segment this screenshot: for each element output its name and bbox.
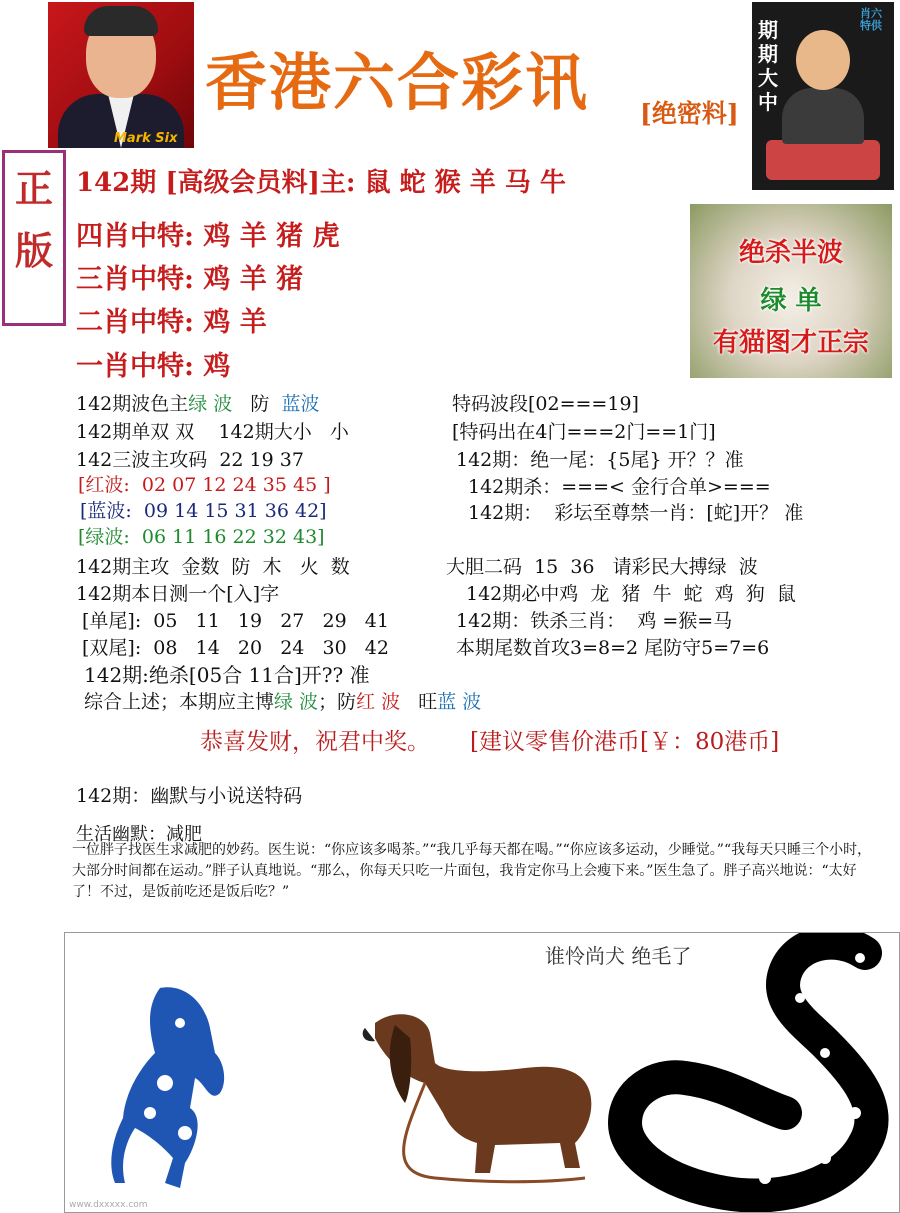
summary-a: 综合上述；本期应主博	[84, 691, 275, 713]
daily-char-line: 142期本日测一个[入]字	[76, 583, 280, 605]
mascot-photo	[752, 2, 894, 190]
altar-shape	[766, 140, 880, 180]
three-zodiac-line: 三肖中特: 鸡 羊 猪	[76, 264, 304, 295]
page-subtitle: [绝密料]	[640, 99, 739, 128]
cat-box-line3: 有猫图才正宗	[712, 328, 869, 358]
wave-prefix: 142期波色主	[76, 393, 189, 415]
summary-red: 红 波	[356, 691, 401, 713]
mascot-badge: 肖六特供	[860, 7, 882, 32]
price-slogan: [建议零售价港币[￥：80港币]	[470, 729, 780, 755]
greeting-slogan: 恭喜发财，祝君中奖。	[200, 729, 430, 755]
cat-box-line2: 绿 单	[760, 286, 822, 316]
blue-wave-line: [蓝波: 09 14 15 31 36 42]	[80, 500, 327, 522]
calligraphy-text: 谁怜尚犬 绝毛了	[545, 944, 692, 968]
two-codes-line: 大胆二码 15 36 请彩民大搏绿 波	[446, 556, 758, 578]
gallery-footer: www.dxxxxx.com	[69, 1200, 148, 1210]
wave-guard: 蓝波	[281, 393, 320, 415]
wave-mid: 防	[232, 393, 282, 415]
two-zodiac-line: 二肖中特: 鸡 羊	[76, 307, 267, 338]
cat-box-line1: 绝杀半波	[738, 238, 843, 268]
summary-line	[84, 687, 481, 714]
hair-shape	[84, 6, 158, 36]
horse-icon	[111, 987, 224, 1188]
forbidden-line: 142期： 彩坛至尊禁一肖：[蛇]开？ 准	[468, 502, 804, 524]
cat-promo-box	[690, 204, 892, 378]
red-wave-line: [红波: 02 07 12 24 35 45 ]	[78, 474, 331, 496]
host-photo	[48, 2, 194, 148]
mascot-caption: 期期大中	[758, 18, 778, 114]
three-wave-line: 142三波主攻码 22 19 37	[76, 449, 304, 471]
authentic-badge	[2, 150, 66, 326]
tail-line: 142期：绝一尾：{5尾} 开？？准	[456, 449, 744, 471]
one-zodiac-line: 一肖中特: 鸡	[76, 351, 231, 382]
iron-kill-line: 142期：铁杀三肖： 鸡 =猴=马	[456, 610, 733, 632]
single-tail-line: [单尾]: 05 11 19 27 29 41	[82, 610, 389, 632]
four-zodiac-line: 四肖中特: 鸡 羊 猪 虎	[76, 221, 340, 252]
summary-blue: 蓝 波	[437, 691, 482, 713]
summary-c: 旺	[400, 691, 438, 713]
green-wave-line: [绿波: 06 11 16 22 32 43]	[78, 526, 325, 548]
gate-line: [特码出在4门===2门==1门]	[452, 421, 716, 443]
authentic-badge-line1: 正	[14, 166, 53, 211]
story-heading: 142期：幽默与小说送特码	[76, 785, 303, 807]
wave-main: 绿 波	[188, 393, 233, 415]
main-attack-line: 142期主攻 金数 防 木 火 数	[76, 556, 350, 578]
segment-line: 特码波段[02===19]	[452, 393, 639, 415]
tail-first-line: 本期尾数首攻3=8=2 尾防守5=7=6	[456, 637, 770, 659]
wave-color-line	[76, 389, 320, 416]
mark-six-logo: Mark Six	[114, 131, 178, 146]
story-subheading: 生活幽默：减肥	[76, 824, 202, 845]
authentic-badge-line2: 版	[14, 228, 53, 273]
zodiac-art	[65, 933, 900, 1213]
double-tail-line: [双尾]: 08 14 20 24 30 42	[82, 637, 389, 659]
kill-line: 142期杀：===< 金行合单>===	[468, 476, 771, 498]
kill-combo-line: 142期:绝杀[05合 11合]开?? 准	[84, 663, 370, 687]
snake-icon	[625, 943, 871, 1196]
odd-even-line: 142期单双 双 142期大小 小	[76, 421, 349, 443]
summary-green: 绿 波	[274, 691, 319, 713]
mascot-body	[782, 88, 864, 144]
summary-b: ；防	[318, 691, 357, 713]
mascot-face	[796, 30, 850, 90]
must-hit-line: 142期必中鸡 龙 猪 牛 蛇 鸡 狗 鼠	[466, 583, 796, 605]
zodiac-gallery	[64, 932, 900, 1213]
story-body: 一位胖子找医生求减肥的妙药。医生说：“你应该多喝茶。”“我几乎每天都在喝。”“你应该多运动，少睡觉。”“我每天只睡三个小时，大部分时间都在运动。”胖子认真地说。“那么，你每天只吃一片面包，我肯定你马上会瘦下来。”医生急了。胖子高兴地说：“太好了！不过，是饭前吃还是饭后吃？”	[72, 842, 872, 900]
member-line: 142期 [高级会员料]主: 鼠 蛇 猴 羊 马 牛	[76, 168, 566, 198]
page-title: 香港六合彩讯	[205, 46, 590, 119]
